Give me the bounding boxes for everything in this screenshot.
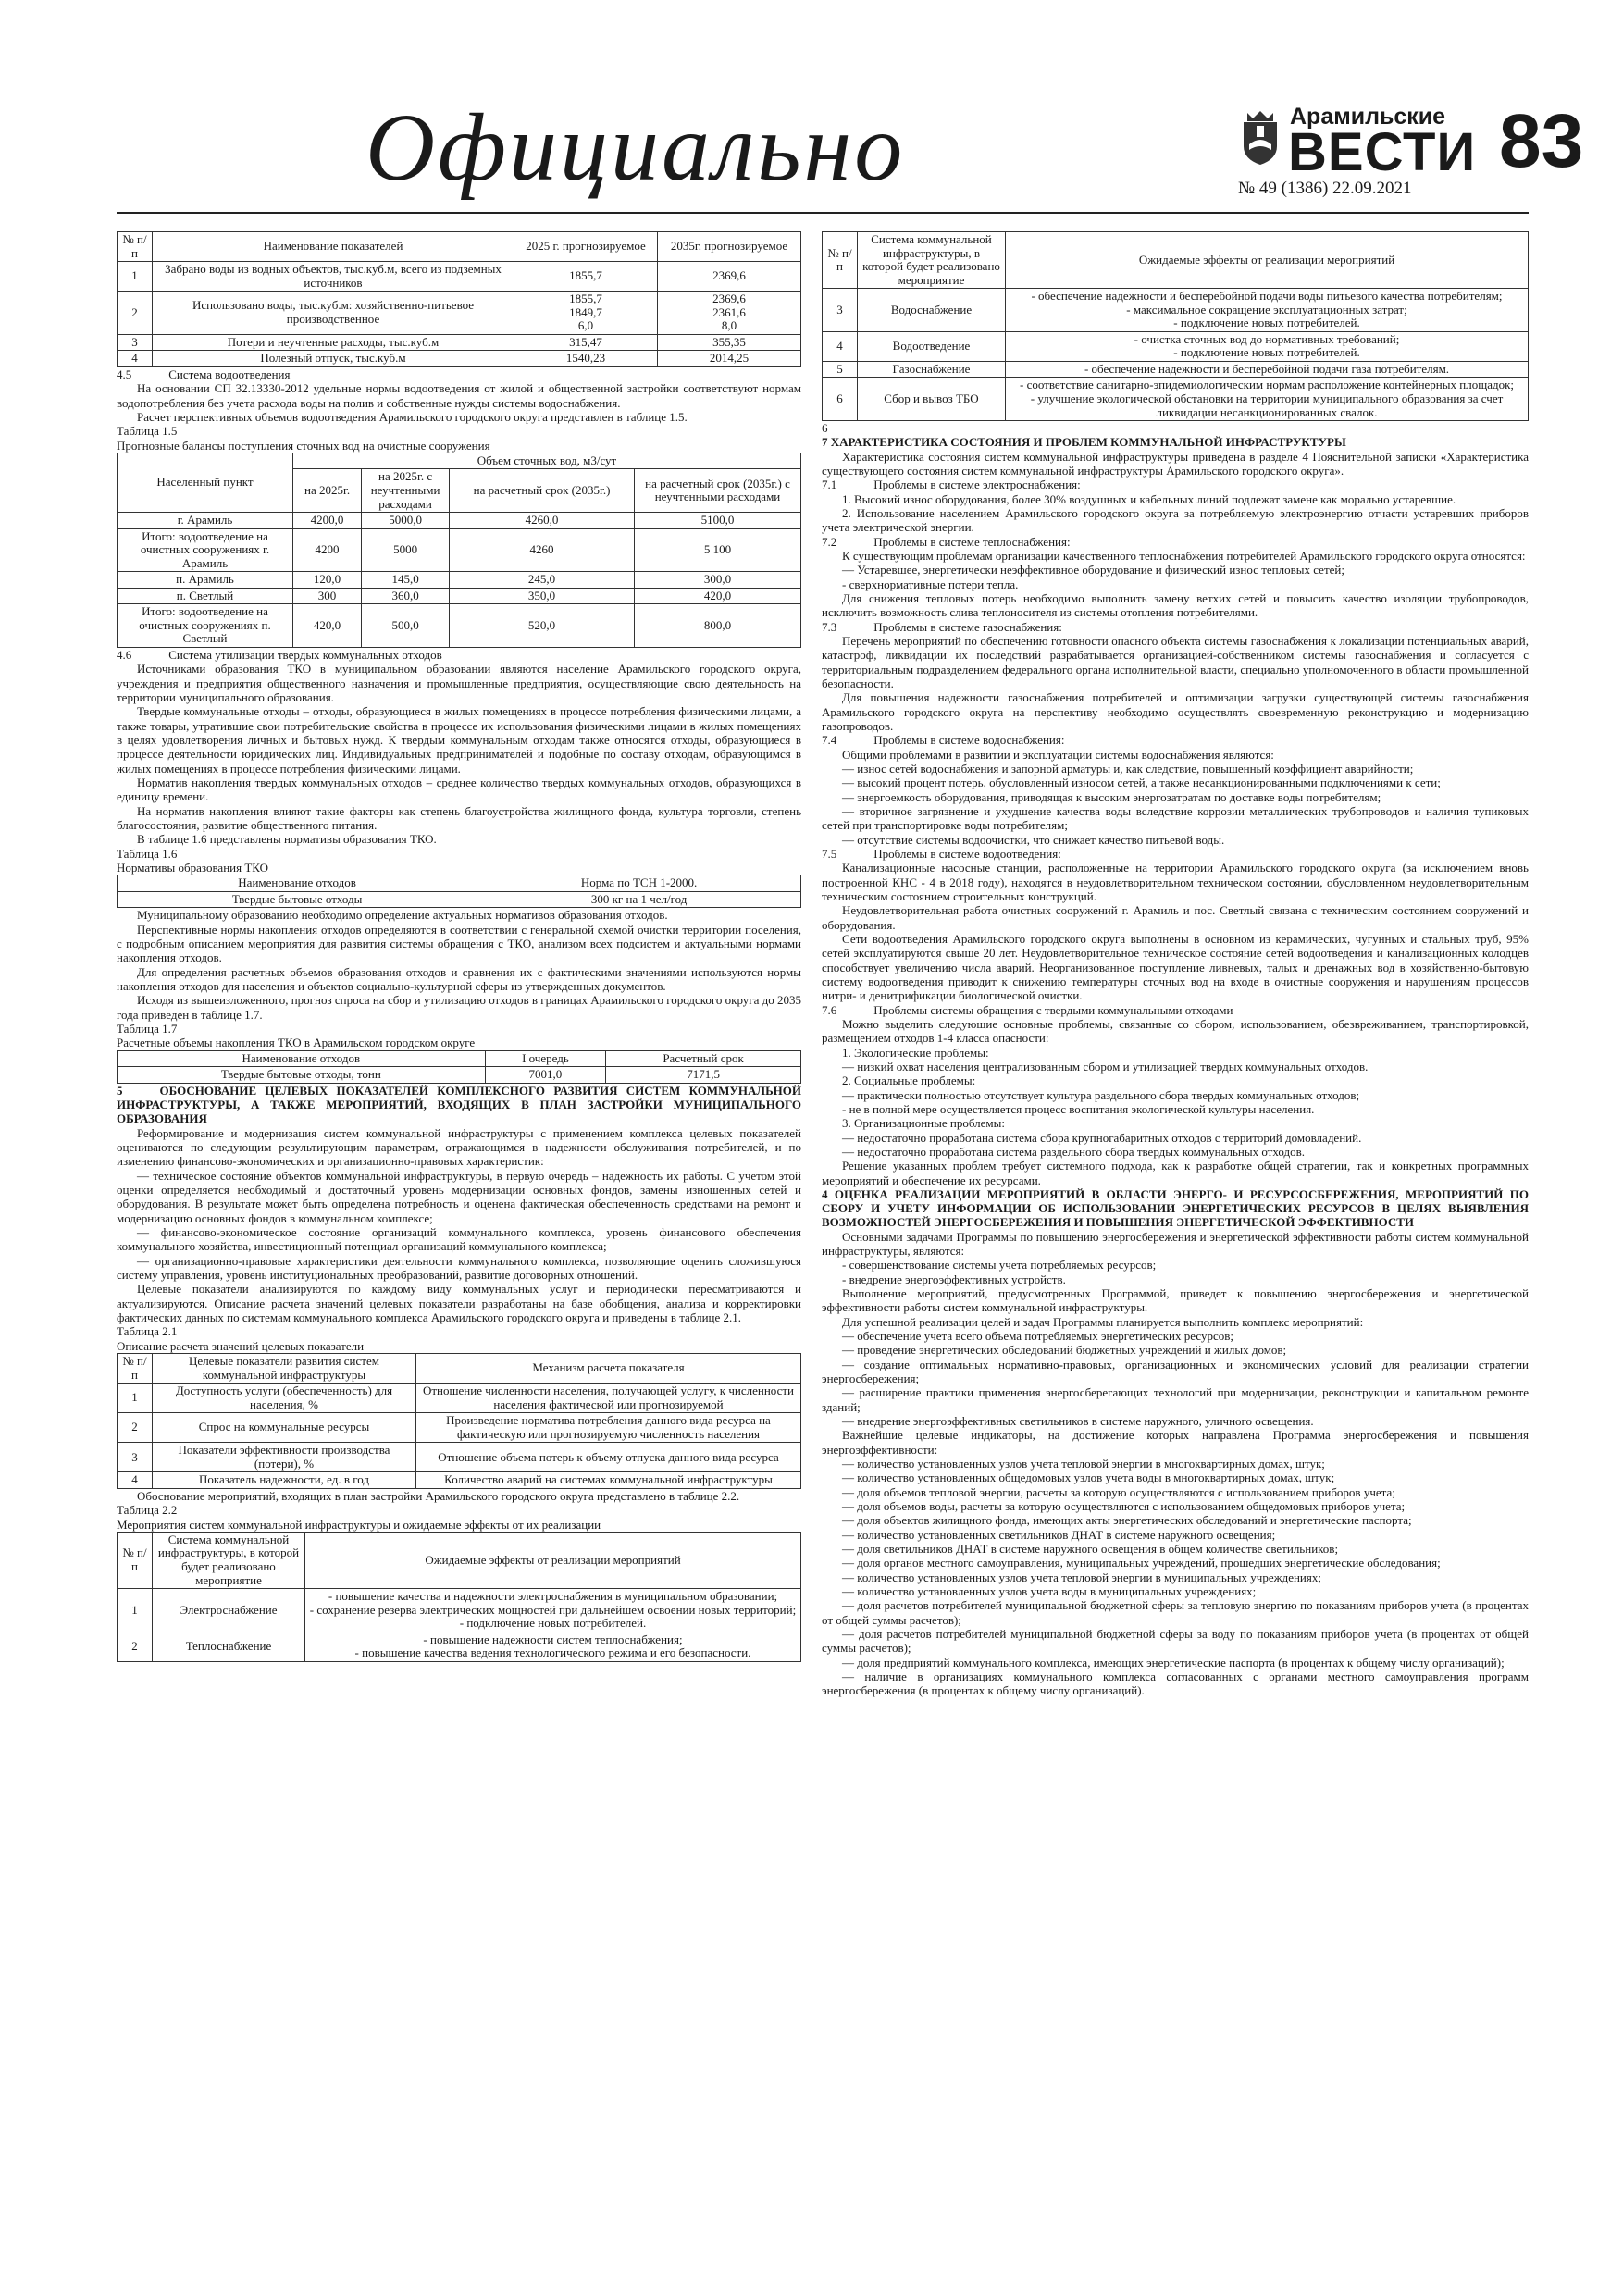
paragraph: Муниципальному образованию необходимо определение актуальных нормативов образования отходов. — [137, 908, 668, 923]
table-header: Наименование отходов — [118, 1050, 486, 1067]
table-row — [118, 528, 801, 572]
brand-name-top: Арамильские — [1290, 104, 1446, 130]
table-header: Объем сточных вод, м3/сут — [293, 453, 801, 469]
table-cell: 245,0 — [450, 572, 635, 589]
masthead — [93, 93, 1584, 213]
table-row — [118, 1443, 801, 1472]
table-row — [823, 378, 1529, 421]
table-header: Механизм расчета показателя — [416, 1353, 801, 1383]
table-cell: 2014,25 — [658, 351, 801, 367]
table-cell: 4 — [823, 331, 858, 361]
list-item: — доля органов местного самоуправления, муниципальных учреждений, прошедших энергетические обследования; — [842, 1556, 1441, 1570]
table-cell: 5 100 — [635, 528, 801, 572]
table-cell: Отношение численности населения, получающей услугу, к численности населения фактической или прогнозируемой — [416, 1384, 801, 1413]
list-item: — создание оптимальных нормативно-правовых, организационных и экономических условий для реализации стратегии энергосбережения; — [822, 1357, 1529, 1386]
table-cell: 1 — [118, 262, 153, 292]
section-heading: 7.2 Проблемы в системе теплоснабжения: — [822, 534, 1071, 549]
table-cell: Теплоснабжение — [153, 1632, 305, 1661]
table-row — [118, 334, 801, 351]
table-label: Таблица 2.1 — [117, 1324, 178, 1339]
paragraph: 1. Высокий износ оборудования, более 30% воздушных и кабельных линий подлежат замене как морально устаревшие. — [842, 491, 1456, 506]
list-item: — износ сетей водоснабжения и запорной арматуры и, как следствие, повышенный коэффициент аварийности; — [842, 761, 1414, 776]
section-heading: 7 ХАРАКТЕРИСТИКА СОСТОЯНИЯ И ПРОБЛЕМ КОММУНАЛЬНОЙ ИНФРАСТРУКТУРЫ — [822, 435, 1346, 450]
paragraph: Важнейшие целевые индикаторы, на достижение которых направлена Программа энергосбережения и повышения энергоэффективности: — [822, 1428, 1529, 1457]
table-caption: Прогнозные балансы поступления сточных вод на очистные сооружения — [117, 438, 490, 453]
table-row — [118, 1472, 801, 1489]
table-header: на расчетный срок (2035г.) с неучтенными расходами — [635, 469, 801, 513]
table-cell: 5000 — [362, 528, 450, 572]
paragraph: Твердые коммунальные отходы – отходы, образующиеся в жилых помещениях в процессе потребления физическими лицами, а также товары, утратившие свои потребительские свойства в процессе их использования физическими лицами в жилых помещениях в целях удовлетворения личных и бытовых нужд. К твердым коммунальным отходам также относятся отходы, образующиеся в процессе деятельности юридических лиц. Индивидуальных предпринимателей и подобные по составу отходам, образующимся в жилых помещениях в процессе потребления физическими лицами. — [117, 704, 801, 776]
table-header: Ожидаемые эффекты от реализации мероприятий — [1006, 232, 1529, 289]
list-item: - внедрение энергоэффективных устройств. — [842, 1272, 1066, 1286]
table-cell: 350,0 — [450, 588, 635, 604]
list-item: — организационно-правовые характеристики деятельности коммунального комплекса, позволяющие оценить сложившуюся систему управления, уровень институциональных преобразований, развитие договорных отношений. — [117, 1253, 801, 1282]
paragraph: Канализационные насосные станции, расположенные на территории Арамильского городского округа (за исключением вновь построенной КНС - 4 в 2018 году), находятся в неудовлетворительном техническом состоянии, обусловленном неудовлетворительным техническим состоянием строительных конструкций. — [822, 861, 1529, 903]
table-row — [823, 361, 1529, 378]
list-item: — проведение энергетических обследований бюджетных учреждений и жилых домов; — [842, 1343, 1287, 1358]
table-row — [118, 604, 801, 648]
table-cell: Забрано воды из водных объектов, тыс.куб.м, всего из подземных источников — [153, 262, 514, 292]
table-caption: Нормативы образования ТКО — [117, 860, 269, 875]
paragraph: 2. Использование населением Арамильского городского округа за потребляемую электроэнергию отчасти устаревших приборов учета электрической энергии. — [822, 506, 1529, 535]
paragraph: Целевые показатели анализируются по каждому виду коммунальных услуг и периодически пересматриваются и актуализируются. Описание расчета значений целевых показатели разработаны на базе обобщения, анализа и корректировки фактических данных по системам коммунального комплекса Арамильского городского округа и приведены в таблице 2.1. — [117, 1282, 801, 1324]
table-cell: 7001,0 — [485, 1067, 605, 1084]
table-header: № п/п — [823, 232, 858, 289]
list-item: — расширение практики применения энергосберегающих технологий при модернизации, реконструкции и капитальном ремонте зданий; — [822, 1385, 1529, 1414]
paragraph: В таблице 1.6 представлены нормативы образования ТКО. — [137, 832, 437, 847]
table-row — [118, 292, 801, 335]
section-heading: 7.4 Проблемы в системе водоснабжения: — [822, 733, 1065, 748]
right-column — [822, 231, 1529, 1698]
page-number: 83 — [1499, 99, 1584, 183]
table-cell: Количество аварий на системах коммунальной инфраструктуры — [416, 1472, 801, 1489]
section-heading: 5 ОБОСНОВАНИЕ ЦЕЛЕВЫХ ПОКАЗАТЕЛЕЙ КОМПЛЕКСНОГО РАЗВИТИЯ СИСТЕМ КОММУНАЛЬНОЙ ИНФРАСТРУКТУРЫ, А ТАКЖЕ МЕРОПРИЯТИЙ, ВХОДЯЩИХ В ПЛАН ЗАСТРОЙКИ МУНИЦИПАЛЬНОГО ОБРАЗОВАНИЯ — [117, 1083, 801, 1126]
table-cell: - очистка сточных вод до нормативных требований; - подключение новых потребителей. — [1006, 331, 1529, 361]
paragraph: На основании СП 32.13330-2012 удельные нормы водоотведения от жилой и общественной застройки соответствуют нормам водопотребления без учета расхода воды на полив и собственные нужды системы водоснабжения. — [117, 381, 801, 410]
paragraph: Основными задачами Программы по повышению энергосбережения и энергетической эффективности работы систем коммунальной инфраструктуры, являются: — [822, 1229, 1529, 1259]
table-cell: Использовано воды, тыс.куб.м: хозяйственно-питьевое производственное — [153, 292, 514, 335]
section-heading: 7.1 Проблемы в системе электроснабжения: — [822, 478, 1081, 492]
table-cell: Доступность услуги (обеспеченность) для населения, % — [153, 1384, 416, 1413]
table-cell: 4 — [118, 351, 153, 367]
table-row — [823, 331, 1529, 361]
table-cell: Полезный отпуск, тыс.куб.м — [153, 351, 514, 367]
table-cell: 300 — [293, 588, 362, 604]
table-cell: 420,0 — [635, 588, 801, 604]
list-item: — количество установленных светильников ДНАТ в системе наружного освещения; — [842, 1527, 1276, 1542]
table-row — [118, 1632, 801, 1661]
paragraph: Перспективные нормы накопления отходов определяются в соответствии с генеральной схемой очистки территории поселения, с подробным описанием мероприятия для развития системы обращения с ТКО, анализом всех подсистем и актуальными нормами накопления отходов. — [117, 922, 801, 965]
paragraph: Норматив накопления твердых коммунальных отходов – среднее количество твердых коммунальных отходов, образующихся в единицу времени. — [117, 775, 801, 804]
paragraph: Сети водоотведения Арамильского городского округа выполнены в основном из керамических, чугунных и стальных труб, 95% сетей эксплуатируются свыше 20 лет. Неудовлетворительное техническое состояние сетей водоотведения и канализационных колодцев способствует увеличению числа аварий. Неорганизованное поступление ливневых, талых и дренажных вод в хозяйственно-бытовую систему водоотведения приводит к снижению температуры сточных вод на входе в очистные сооружения и нарушениям процессов нитри- и денитрификации биологической очистки. — [822, 931, 1529, 1003]
list-item: — техническое состояние объектов коммунальной инфраструктуры, в первую очередь – надежность их работы. С учетом этой оценки определяется необходимый и достаточный уровень модернизации основных фондов, замены изношенных сетей и оборудования. В результате может быть определена потребность и оценена фактическая обеспеченность средствами на ремонт и модернизацию основных фондов в коммунальном комплексе; — [117, 1168, 802, 1225]
list-item: — доля расчетов потребителей муниципальной бюджетной сферы за тепловую энергию по показаниям приборов учета (в процентах от общей суммы расчетов); — [822, 1598, 1529, 1627]
list-item: — финансово-экономическое состояние организаций коммунального комплекса, уровень финансового обеспечения коммунального хозяйства, инвестиционный потенциал организаций коммунального комплекса; — [117, 1225, 802, 1254]
table-cell: 520,0 — [450, 604, 635, 648]
list-item: — доля светильников ДНАТ в системе наружного освещения в общем количестве светильников; — [842, 1542, 1339, 1557]
table-label: Таблица 2.2 — [117, 1503, 178, 1518]
table-header: Населенный пункт — [118, 453, 293, 512]
table-cell: 300 кг на 1 чел/год — [477, 891, 801, 908]
list-item: — высокий процент потерь, обусловленный износом сетей, а также несанкционированными подключениями к сети; — [842, 776, 1441, 790]
table-cell: 4200,0 — [293, 513, 362, 529]
table-cell: Итого: водоотведение на очистных сооружениях г. Арамиль — [118, 528, 293, 572]
table-row — [118, 1067, 801, 1084]
list-item: — низкий охват населения централизованным сбором и утилизацией твердых коммунальных отходов. — [842, 1059, 1369, 1074]
table-cell: 360,0 — [362, 588, 450, 604]
table-row — [118, 1413, 801, 1443]
table-cell: 2369,6 2361,6 8,0 — [658, 292, 801, 335]
paragraph: Источниками образования ТКО в муниципальном образовании являются население Арамильского городского округа, учреждения и предприятия общественного назначения и промышленные предприятия, осуществляющие свою деятельность на территории муниципального образования. — [117, 662, 801, 704]
table-header: на 2025г. — [293, 469, 362, 513]
paragraph: - сверхнормативные потери тепла. — [842, 577, 1019, 591]
table-row — [823, 289, 1529, 332]
table-infrastructure-measures-cont — [822, 231, 1529, 421]
table-header: Ожидаемые эффекты от реализации мероприятий — [305, 1532, 801, 1588]
table-label: Таблица 1.5 — [117, 424, 178, 439]
table-cell: 2369,6 — [658, 262, 801, 292]
table-header: Система коммунальной инфраструктуры, в которой будет реализовано мероприятие — [153, 1532, 305, 1588]
table-label: Таблица 1.7 — [117, 1021, 178, 1036]
list-item: — наличие в организациях коммунального комплекса согласованных с органами местного самоуправления программ энергосбережения (в процентах к общему числу организаций). — [822, 1669, 1529, 1698]
paragraph: Неудовлетворительная работа очистных сооружений г. Арамиль и пос. Светлый связана с техническим состоянием сооружений и оборудования. — [822, 903, 1529, 932]
list-item: — вторичное загрязнение и ухудшение качества воды вследствие коррозии металлических трубопроводов и наличия тупиковых сетей при транспортировке воды потребителям; — [822, 803, 1529, 833]
section-heading: 4.5 Система водоотведения — [117, 366, 291, 381]
table-cell: 1 — [118, 1384, 153, 1413]
table-cell: 315,47 — [514, 334, 658, 351]
paragraph: Общими проблемами в развитии и эксплуатации системы водоснабжения являются: — [842, 747, 1274, 762]
table-cell: Итого: водоотведение на очистных сооружениях п. Светлый — [118, 604, 293, 648]
table-cell: 500,0 — [362, 604, 450, 648]
table-cell: Водоснабжение — [858, 289, 1006, 332]
list-item: - совершенствование системы учета потребляемых ресурсов; — [842, 1258, 1157, 1272]
table-cell: Водоотведение — [858, 331, 1006, 361]
table-header: Норма по ТСН 1-2000. — [477, 875, 801, 892]
table-cell: - обеспечение надежности и бесперебойной подачи воды питьевого качества потребителям; - максимальное сокращение эксплуатационных затрат; - подключение новых потребителей. — [1006, 289, 1529, 332]
paragraph: Для определения расчетных объемов образования отходов и сравнения их с фактическими значениями используются нормы накопления отходов для населения и объектов социально-культурной сферы из утвержденных документов. — [117, 964, 801, 993]
table-cell: 120,0 — [293, 572, 362, 589]
table-cell: 7171,5 — [606, 1067, 801, 1084]
table-waste-norms — [117, 875, 801, 908]
issue-info: № 49 (1386) 22.09.2021 — [1238, 179, 1412, 198]
table-header: Наименование показателей — [153, 232, 514, 262]
table-cell: Показатели эффективности производства (потери), % — [153, 1443, 416, 1472]
section-heading: 7.3 Проблемы в системе газоснабжения: — [822, 619, 1062, 634]
section-title: Официально — [365, 94, 906, 201]
section-heading: 7.5 Проблемы в системе водоотведения: — [822, 846, 1061, 861]
paragraph: 2. Социальные проблемы: — [842, 1074, 976, 1088]
list-item: — практически полностью отсутствует культура раздельного сбора твердых коммунальных отходов; — [842, 1087, 1360, 1102]
header-rule — [117, 212, 1529, 214]
table-caption: Расчетные объемы накопления ТКО в Арамильском городском округе — [117, 1036, 476, 1050]
table-cell: 4260 — [450, 528, 635, 572]
paragraph: К существующим проблемам организации качественного теплоснабжения потребителей Арамильского городского округа относятся: — [842, 549, 1526, 564]
table-header: Система коммунальной инфраструктуры, в которой будет реализовано мероприятие — [858, 232, 1006, 289]
table-header: № п/п — [118, 1532, 153, 1588]
section-heading: 4 ОЦЕНКА РЕАЛИЗАЦИИ МЕРОПРИЯТИЙ В ОБЛАСТИ ЭНЕРГО- И РЕСУРСОСБЕРЕЖЕНИЯ, МЕРОПРИЯТИЙ ПО СБОРУ И УЧЕТУ ИНФОРМАЦИИ ОБ ИСПОЛЬЗОВАНИИ ЭНЕРГЕТИЧЕСКИХ РЕСУРСОВ В ЦЕЛЯХ ВЫЯВЛЕНИЯ ВОЗМОЖНОСТЕЙ ЭНЕРГОСБЕРЕЖЕНИЯ И ПОВЫШЕНИЯ ЭНЕРГЕТИЧЕСКОЙ ЭФФЕКТИВНОСТИ — [822, 1186, 1529, 1230]
table-header: на расчетный срок (2035г.) — [450, 469, 635, 513]
table-row — [118, 588, 801, 604]
table-cell: 2 — [118, 292, 153, 335]
page-marker: 6 — [822, 421, 828, 436]
paragraph: - не в полной мере осуществляется процесс воспитания экологической культуры населения. — [842, 1101, 1315, 1116]
table-infrastructure-measures — [117, 1532, 801, 1662]
table-cell: 6 — [823, 378, 858, 421]
paragraph: Выполнение мероприятий, предусмотренных Программой, приведет к повышению энергосбережения и энергетической эффективности работы систем коммунальной инфраструктуры. — [822, 1286, 1529, 1315]
paragraph: Для успешной реализации целей и задач Программы планируется выполнить комплекс мероприятий: — [842, 1314, 1364, 1329]
list-item: — доля объемов тепловой энергии, расчеты за которую осуществляются с использованием приборов учета; — [842, 1484, 1395, 1499]
table-header: Наименование отходов — [118, 875, 477, 892]
table-cell: Произведение норматива потребления данного вида ресурса на фактическую или прогнозируемую численность населения — [416, 1413, 801, 1443]
table-cell: 1855,7 1849,7 6,0 — [514, 292, 658, 335]
table-row — [118, 513, 801, 529]
table-cell: 420,0 — [293, 604, 362, 648]
table-row — [118, 891, 801, 908]
paragraph: Характеристика состояния систем коммунальной инфраструктуры приведена в разделе 4 Пояснительной записки «Характеристика существующего состояния систем коммунальной инфраструктуры Арамильского городского округа». — [822, 449, 1529, 478]
table-cell: п. Светлый — [118, 588, 293, 604]
table-cell: 5 — [823, 361, 858, 378]
list-item: — отсутствие системы водоочистки, что снижает качество питьевой воды. — [842, 832, 1225, 847]
table-cell: 4260,0 — [450, 513, 635, 529]
table-header: Расчетный срок — [606, 1050, 801, 1067]
paragraph: Можно выделить следующие основные проблемы, связанные со сбором, использованием, обезвреживанием, транспортировкой, размещением отходов 1-4 класса опасности: — [822, 1016, 1529, 1046]
table-cell: Твердые бытовые отходы — [118, 891, 477, 908]
table-row — [118, 572, 801, 589]
brand-name-bottom: ВЕСТИ — [1288, 122, 1477, 182]
table-header: № п/п — [118, 1353, 153, 1383]
table-cell: 1540,23 — [514, 351, 658, 367]
list-item: — доля объектов жилищного фонда, имеющих акты энергетических обследований и энергетические паспорта; — [842, 1513, 1412, 1528]
table-cell: Потери и неучтенные расходы, тыс.куб.м — [153, 334, 514, 351]
table-cell: 3 — [118, 334, 153, 351]
list-item: — доля расчетов потребителей муниципальной бюджетной сферы за воду по показаниям приборов учета (в процентах от общей суммы расчетов); — [822, 1627, 1529, 1656]
list-item: — обеспечение учета всего объема потребляемых энергетических ресурсов; — [842, 1329, 1233, 1344]
table-cell: п. Арамиль — [118, 572, 293, 589]
table-waste-volumes — [117, 1050, 801, 1084]
table-label: Таблица 1.6 — [117, 846, 178, 861]
list-item: — количество установленных узлов учета воды в муниципальных учреждениях; — [842, 1584, 1257, 1599]
paragraph: Исходя из вышеизложенного, прогноз спроса на сбор и утилизацию отходов в границах Арамильского городского округа до 2035 года приведен в таблице 1.7. — [117, 993, 801, 1022]
table-header: 2035г. прогнозируемое — [658, 232, 801, 262]
list-item: — доля предприятий коммунального комплекса, имеющих энергетические паспорта (в процентах к общему числу организаций); — [842, 1655, 1505, 1669]
table-cell: 355,35 — [658, 334, 801, 351]
paragraph: Для снижения тепловых потерь необходимо выполнить замену ветхих сетей и повысить качество изоляции трубопроводов, исключить возможность слива теплоносителя из системы отопления потребителями. — [822, 591, 1529, 620]
table-cell: - повышение качества и надежности электроснабжения в муниципальном образовании; - сохранение резерва электрических мощностей при дальнейшем освоении новых территорий; - подключение новых потребителей. — [305, 1589, 801, 1632]
table-row — [118, 351, 801, 367]
table-cell: Показатель надежности, ед. в год — [153, 1472, 416, 1489]
paragraph: На норматив накопления влияют такие факторы как степень благоустройства жилищного фонда, культура торговли, степень благосостояния, развитие общественного питания. — [117, 803, 801, 832]
table-water-balance — [117, 231, 801, 367]
table-cell: 1855,7 — [514, 262, 658, 292]
section-heading: 7.6 Проблемы системы обращения с твердыми коммунальными отходами — [822, 1002, 1233, 1017]
table-header: № п/п — [118, 232, 153, 262]
table-cell: 145,0 — [362, 572, 450, 589]
paragraph: 1. Экологические проблемы: — [842, 1045, 989, 1060]
list-item: — количество установленных узлов учета тепловой энергии в многоквартирных домах, штук; — [842, 1457, 1325, 1471]
table-cell: 4 — [118, 1472, 153, 1489]
table-cell: Электроснабжение — [153, 1589, 305, 1632]
paragraph: — Устаревшее, энергетически неэффективное оборудование и физический износ тепловых сетей; — [842, 563, 1344, 577]
paragraph: Для повышения надежности газоснабжения потребителей и оптимизации загрузки существующей системы газоснабжения Арамильского городского округа на перспективу необходимо осуществлять своевременную реконструкцию и модернизацию газопроводов. — [822, 690, 1529, 733]
table-cell: Сбор и вывоз ТБО — [858, 378, 1006, 421]
table-header: I очередь — [485, 1050, 605, 1067]
list-item: — доля объемов воды, расчеты за которую осуществляются с использованием общедомовых приборов учета; — [842, 1499, 1406, 1514]
section-heading: 4.6 Система утилизации твердых коммунальных отходов — [117, 648, 442, 662]
table-cell: - повышение надежности систем теплоснабжения; - повышение качества ведения технологического режима и его безопасности. — [305, 1632, 801, 1661]
table-row — [118, 1589, 801, 1632]
table-caption: Описание расчета значений целевых показатели — [117, 1338, 365, 1353]
list-item: — энергоемкость оборудования, приводящая к высоким энергозатратам по доставке воды потребителям; — [842, 789, 1381, 804]
table-header: 2025 г. прогнозируемое — [514, 232, 658, 262]
table-cell: 2 — [118, 1413, 153, 1443]
list-item: — внедрение энергоэффективных светильников в системе наружного, уличного освещения. — [842, 1414, 1314, 1429]
paragraph: Перечень мероприятий по обеспечению готовности опасного объекта системы газоснабжения к локализации потенциальных аварий, катастроф, ликвидации их последствий разрабатывается организацией-собственником системы газоснабжения и согласуется с территориальным подразделением федерального органа исполнительной власти, специально уполномоченного в области промышленной безопасности. — [822, 634, 1529, 691]
table-header: на 2025г. с неучтенными расходами — [362, 469, 450, 513]
list-item: — количество установленных узлов учета тепловой энергии в муниципальных учреждениях; — [842, 1570, 1321, 1584]
table-cell: 800,0 — [635, 604, 801, 648]
table-header: Целевые показатели развития систем коммунальной инфраструктуры — [153, 1353, 416, 1383]
table-cell: 3 — [118, 1443, 153, 1472]
coat-of-arms-icon — [1238, 109, 1282, 167]
paragraph: Решение указанных проблем требует системного подхода, как к разработке общей стратегии, так и конкретных программных мероприятий и обеспечение их ресурсами. — [822, 1159, 1529, 1187]
list-item: — недостаточно проработана система раздельного сбора твердых коммунальных отходов. — [842, 1144, 1305, 1159]
table-row — [118, 262, 801, 292]
table-cell: Отношение объема потерь к объему отпуска данного вида ресурса — [416, 1443, 801, 1472]
table-cell: Газоснабжение — [858, 361, 1006, 378]
table-cell: г. Арамиль — [118, 513, 293, 529]
left-column — [117, 231, 801, 1662]
table-cell: Спрос на коммунальные ресурсы — [153, 1413, 416, 1443]
table-target-indicators — [117, 1353, 801, 1489]
table-sewage-forecast — [117, 453, 801, 648]
table-cell: 1 — [118, 1589, 153, 1632]
table-cell: 5100,0 — [635, 513, 801, 529]
paragraph: Обоснование мероприятий, входящих в план застройки Арамильского городского округа представлено в таблице 2.2. — [137, 1488, 740, 1503]
table-cell: 5000,0 — [362, 513, 450, 529]
table-cell: 4200 — [293, 528, 362, 572]
table-cell: Твердые бытовые отходы, тонн — [118, 1067, 486, 1084]
table-cell: 2 — [118, 1632, 153, 1661]
paragraph: Реформирование и модернизация систем коммунальной инфраструктуры с применением комплекса целевых показателей оцениваются по следующим результирующим параметрам, отражающимся в надежности обслуживания потребителей, и по изменению финансово-экономических и организационно-правовых характеристик: — [117, 1125, 801, 1169]
list-item: — недостаточно проработана система сбора крупногабаритных отходов с территорий домовладений. — [842, 1130, 1362, 1145]
table-cell: - соответствие санитарно-эпидемиологическим нормам расположение контейнерных площадок; - улучшение экологической обстановки на территории муниципального образования за счет ликвидации несанкционированных свалок. — [1006, 378, 1529, 421]
table-cell: 300,0 — [635, 572, 801, 589]
paragraph: 3. Организационные проблемы: — [842, 1116, 1005, 1131]
table-caption: Мероприятия систем коммунальной инфраструктуры и ожидаемые эффекты от их реализации — [117, 1517, 601, 1532]
paragraph: Расчет перспективных объемов водоотведения Арамильского городского округа представлен в таблице 1.5. — [137, 409, 688, 424]
list-item: — количество установленных общедомовых узлов учета воды в многоквартирных домах, штук; — [842, 1471, 1335, 1485]
table-row — [118, 1384, 801, 1413]
table-cell: 3 — [823, 289, 858, 332]
table-cell: - обеспечение надежности и бесперебойной подачи газа потребителям. — [1006, 361, 1529, 378]
